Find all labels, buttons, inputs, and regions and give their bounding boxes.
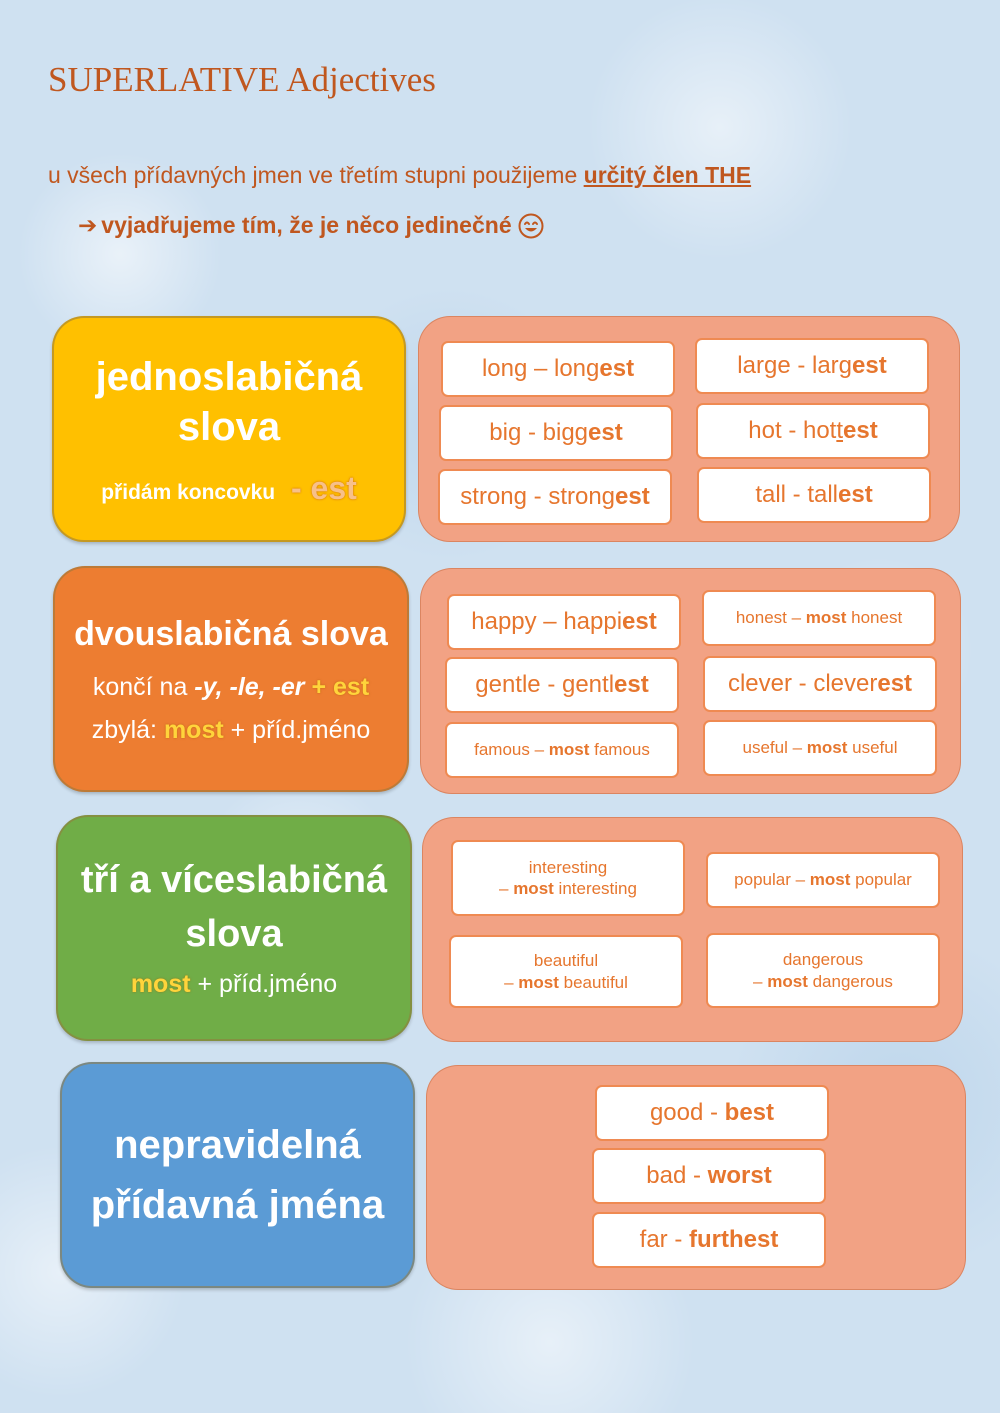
example-post: dangerous <box>807 971 893 991</box>
example-honest <box>702 590 936 646</box>
category-rule-endings <box>93 673 369 702</box>
example-base: large - larg <box>737 352 853 379</box>
category-two-syllable <box>53 566 409 792</box>
example-base: happy – happi <box>471 608 623 635</box>
example-suffix: est <box>877 670 913 697</box>
example-big <box>439 405 673 461</box>
smiley-face-icon <box>518 213 544 239</box>
example-doubled-letter: t <box>836 417 844 444</box>
example-base: big - big <box>489 419 575 446</box>
example-suffix: est <box>599 355 635 382</box>
category-title: dvouslabičná slova <box>74 614 388 653</box>
example-large <box>695 338 929 394</box>
example-form: furthest <box>689 1226 779 1253</box>
example-base: tall - tall <box>755 481 838 508</box>
rule-rest: + příd.jméno <box>230 716 371 745</box>
example-form: best <box>724 1099 775 1126</box>
example-beautiful <box>449 935 683 1008</box>
category-one-syllable <box>52 316 406 542</box>
bullet-text: vyjadřujeme tím, že je něco jedinečné <box>101 212 512 238</box>
example-far <box>592 1212 826 1268</box>
example-happy <box>447 594 681 650</box>
example-base: bad - <box>646 1162 708 1189</box>
example-most: most <box>518 972 559 992</box>
example-suffix: est <box>588 419 623 446</box>
example-pre: famous – <box>474 740 549 760</box>
rule-plus-est: + est <box>311 673 370 702</box>
intro-emphasis: určitý člen THE <box>583 162 752 188</box>
example-most: most <box>809 870 851 890</box>
rule-most: most <box>163 716 224 745</box>
category-rule <box>131 970 337 999</box>
example-most: most <box>513 879 554 898</box>
intro-text-main: u všech přídavných jmen ve třetím stupni použijeme <box>48 162 584 188</box>
example-pre: – <box>753 971 768 991</box>
example-most: most <box>548 740 590 760</box>
example-strong <box>438 469 672 525</box>
category-title <box>81 857 387 958</box>
example-base: far - <box>639 1226 689 1253</box>
example-post: useful <box>847 738 898 758</box>
example-pre: honest – <box>735 608 806 628</box>
example-dangerous <box>706 933 940 1008</box>
example-post: famous <box>589 740 650 760</box>
rule-text: přidám koncovku <box>101 480 276 504</box>
rule-text: zbylá: <box>91 716 164 745</box>
rule-suffix: - est <box>290 469 357 506</box>
category-title-line2: slova <box>177 404 281 449</box>
intro-text <box>48 162 751 189</box>
category-title-line2: přídavná jména <box>90 1183 385 1227</box>
bullet-line <box>78 212 544 239</box>
example-suffix: est <box>615 483 650 510</box>
example-line1: beautiful <box>533 951 599 971</box>
example-form: worst <box>707 1162 772 1189</box>
category-title <box>96 352 363 452</box>
example-pre: – <box>504 972 519 992</box>
example-suffix: est <box>614 671 649 698</box>
category-irregular <box>60 1062 415 1288</box>
example-hot <box>696 403 930 459</box>
example-useful <box>703 720 937 776</box>
example-line1: interesting <box>528 857 608 877</box>
example-base: gentle - gentl <box>475 671 615 698</box>
example-post: beautiful <box>558 972 628 992</box>
example-base: clever - clever <box>727 670 878 697</box>
example-post: popular <box>850 870 912 890</box>
example-suffix: est <box>838 481 873 508</box>
example-base: strong - strong <box>460 483 616 510</box>
example-base: hot - hot <box>748 417 837 444</box>
example-interesting <box>451 840 685 916</box>
example-line1: dangerous <box>782 950 864 970</box>
example-post: interesting <box>553 879 637 898</box>
category-three-syllable <box>56 815 412 1041</box>
rule-endings: -y, -le, -er <box>194 673 305 702</box>
example-base: good - <box>649 1099 725 1126</box>
example-long <box>441 341 675 397</box>
example-pre: useful – <box>742 738 807 758</box>
category-rule <box>101 470 357 507</box>
example-bad <box>592 1148 826 1204</box>
rule-rest: + příd.jméno <box>197 970 338 998</box>
category-title-line1: nepravidelná <box>114 1123 361 1167</box>
example-popular <box>706 852 940 908</box>
example-most: most <box>806 738 848 758</box>
example-famous <box>445 722 679 778</box>
category-title-line1: jednoslabičná <box>95 354 363 399</box>
example-most: most <box>805 608 847 628</box>
example-pre: – <box>499 879 514 898</box>
example-most: most <box>767 971 808 991</box>
category-title <box>91 1115 384 1235</box>
page-title: SUPERLATIVE Adjectives <box>48 60 436 99</box>
rule-text: končí na <box>92 673 195 702</box>
example-suffix: est <box>622 608 657 635</box>
example-suffix: est <box>843 417 878 444</box>
example-tall <box>697 467 931 523</box>
example-clever <box>703 656 937 712</box>
rule-most: most <box>130 970 191 998</box>
arrow-right-icon: ➔ <box>78 212 98 238</box>
example-pre: popular – <box>734 870 810 890</box>
example-good <box>595 1085 829 1141</box>
example-gentle <box>445 657 679 713</box>
example-suffix: est <box>852 352 887 379</box>
example-doubled-letter: g <box>574 419 589 446</box>
category-rule-most <box>92 716 371 745</box>
example-base: long – long <box>481 355 600 382</box>
category-title-line1: tří a víceslabičná <box>80 859 388 901</box>
category-title-line2: slova <box>185 912 283 955</box>
example-post: honest <box>846 608 903 628</box>
